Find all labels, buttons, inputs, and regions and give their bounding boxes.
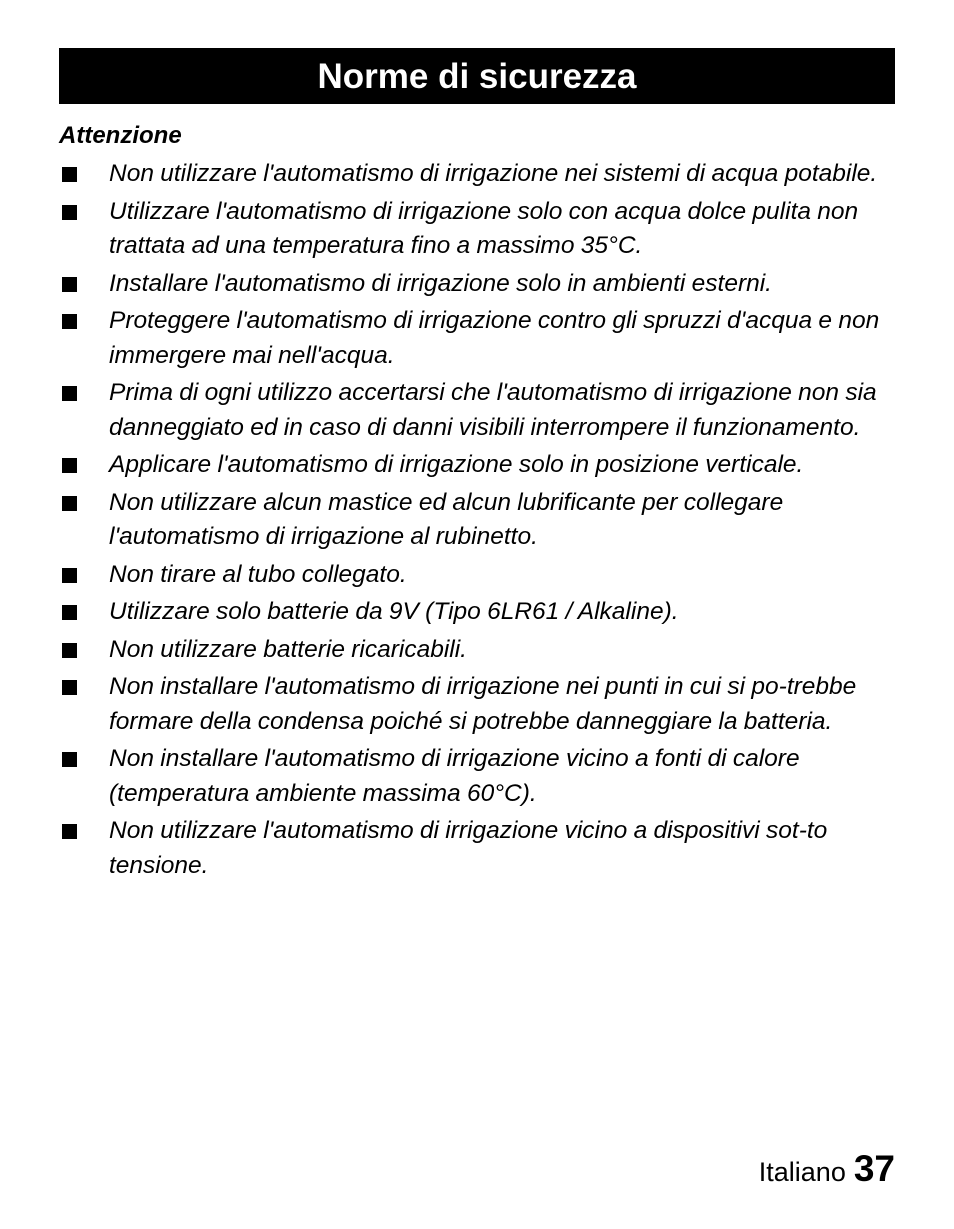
page-title: Norme di sicurezza xyxy=(317,56,637,96)
page-footer xyxy=(759,1148,895,1190)
square-bullet-icon xyxy=(62,458,77,473)
square-bullet-icon xyxy=(62,205,77,220)
list-item xyxy=(59,742,901,811)
list-item-text: Proteggere l'automatismo di irrigazione contro gli spruzzi d'acqua e non immergere mai nell'acqua. xyxy=(109,307,880,369)
list-item-text: Non installare l'automatismo di irrigazione nei punti in cui si po-trebbe formare della condensa poiché si potrebbe danneggiare la batteria. xyxy=(109,673,857,735)
square-bullet-icon xyxy=(62,496,77,511)
list-item-text: Installare l'automatismo di irrigazione solo in ambienti esterni. xyxy=(109,269,772,297)
list-item xyxy=(59,448,901,483)
list-item xyxy=(59,195,901,264)
page-number: 37 xyxy=(853,1148,895,1189)
list-item-text: Non utilizzare l'automatismo di irrigazione nei sistemi di acqua potabile. xyxy=(109,160,878,187)
list-item xyxy=(59,670,901,739)
list-item-text: Utilizzare solo batterie da 9V (Tipo 6LR61 / Alkaline). xyxy=(109,598,679,625)
title-bar xyxy=(59,48,895,104)
square-bullet-icon xyxy=(62,643,77,658)
list-item-text: Non tirare al tubo collegato. xyxy=(109,560,407,588)
list-item xyxy=(59,814,901,883)
list-item-text: Non utilizzare batterie ricaricabili. xyxy=(109,635,467,663)
list-item-text: Non installare l'automatismo di irrigazione vicino a fonti di calore (temperatura ambiente massima 60°C). xyxy=(109,745,800,807)
square-bullet-icon xyxy=(62,605,77,620)
square-bullet-icon xyxy=(62,314,77,329)
list-item-text: Non utilizzare l'automatismo di irrigazione vicino a dispositivi sot-to tensione. xyxy=(109,817,828,879)
square-bullet-icon xyxy=(62,568,77,583)
list-item xyxy=(59,376,901,445)
safety-list xyxy=(59,157,901,886)
list-item-text: Prima di ogni utilizzo accertarsi che l'automatismo di irrigazione non sia danneggiato ed in caso di danni visibili interrompere il funzionamento. xyxy=(109,379,877,441)
list-item xyxy=(59,304,901,373)
list-item xyxy=(59,633,901,668)
square-bullet-icon xyxy=(62,167,77,182)
section-heading: Attenzione xyxy=(59,122,182,149)
list-item xyxy=(59,595,901,630)
square-bullet-icon xyxy=(62,752,77,767)
square-bullet-icon xyxy=(62,386,77,401)
list-item xyxy=(59,267,901,302)
square-bullet-icon xyxy=(62,824,77,839)
list-item-text: Non utilizzare alcun mastice ed alcun lubrificante per collegare l'automatismo di irrigazione al rubinetto. xyxy=(109,488,784,550)
square-bullet-icon xyxy=(62,680,77,695)
list-item xyxy=(59,558,901,593)
list-item-text: Applicare l'automatismo di irrigazione solo in posizione verticale. xyxy=(109,451,804,478)
footer-language: Italiano xyxy=(758,1157,846,1187)
list-item-text: Utilizzare l'automatismo di irrigazione solo con acqua dolce pulita non trattata ad una temperatura fino a massimo 35°C. xyxy=(109,197,859,259)
list-item xyxy=(59,486,901,555)
square-bullet-icon xyxy=(62,277,77,292)
list-item xyxy=(59,157,901,192)
